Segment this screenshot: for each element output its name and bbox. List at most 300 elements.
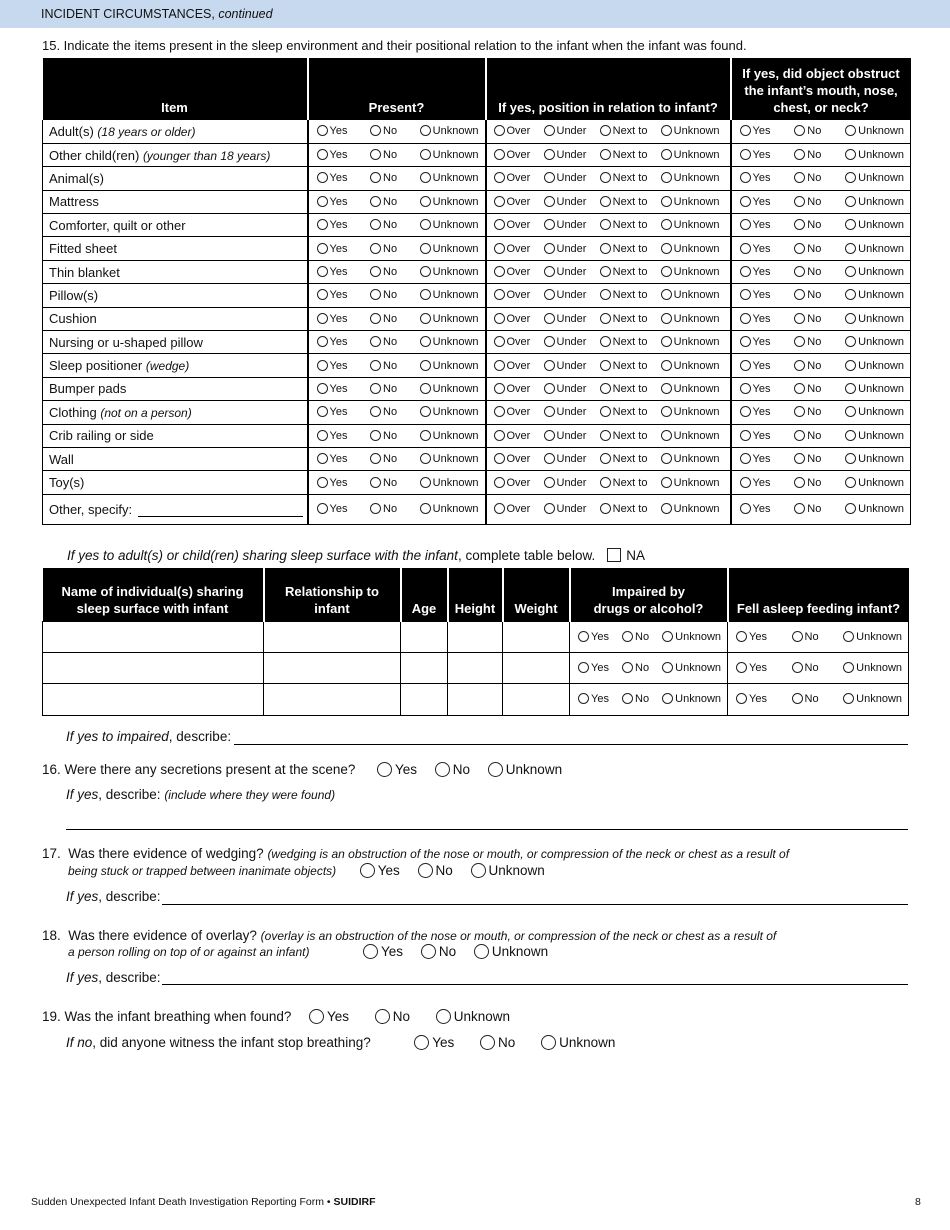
- position-option-over[interactable]: Over: [494, 313, 531, 325]
- radio-icon: [370, 430, 381, 441]
- q19-option-no[interactable]: No: [375, 1009, 410, 1024]
- obstruct-option-unknown[interactable]: Unknown: [845, 336, 904, 348]
- impaired-option-unknown[interactable]: Unknown: [662, 631, 721, 643]
- position-option-over[interactable]: Over: [494, 149, 531, 161]
- radio-icon: [662, 662, 673, 673]
- present-option-no[interactable]: No: [370, 172, 397, 184]
- radio-icon: [420, 453, 431, 464]
- present-option-unknown[interactable]: Unknown: [420, 266, 479, 278]
- impaired-option-yes[interactable]: Yes: [578, 662, 609, 674]
- position-option-over[interactable]: Over: [494, 477, 531, 489]
- position-option-over[interactable]: Over: [494, 406, 531, 418]
- present-option-no[interactable]: No: [370, 289, 397, 301]
- position-option-under[interactable]: Under: [544, 219, 587, 231]
- obstruct-option-no[interactable]: No: [794, 477, 821, 489]
- item-label: Bumper pads: [43, 377, 308, 400]
- age-cell[interactable]: [401, 684, 448, 715]
- radio-icon: [544, 219, 555, 230]
- obstruct-option-unknown[interactable]: Unknown: [845, 360, 904, 372]
- present-option-no[interactable]: No: [370, 125, 397, 137]
- position-option-under[interactable]: Under: [544, 406, 587, 418]
- obstruct-option-no[interactable]: No: [794, 360, 821, 372]
- present-option-yes[interactable]: Yes: [317, 243, 348, 255]
- feeding-option-no[interactable]: No: [792, 693, 819, 705]
- position-option-over[interactable]: Over: [494, 243, 531, 255]
- present-option-yes[interactable]: Yes: [317, 430, 348, 442]
- present-option-unknown[interactable]: Unknown: [420, 477, 479, 489]
- other-specify-field[interactable]: [138, 505, 303, 517]
- position-option-unknown[interactable]: Unknown: [661, 196, 720, 208]
- q16-option-yes[interactable]: Yes: [377, 762, 417, 777]
- present-option-unknown[interactable]: Unknown: [420, 453, 479, 465]
- feeding-option-yes[interactable]: Yes: [736, 631, 767, 643]
- present-option-unknown[interactable]: Unknown: [420, 149, 479, 161]
- q16-describe-field[interactable]: [66, 829, 908, 830]
- name-cell[interactable]: [43, 684, 264, 715]
- radio-icon: [494, 336, 505, 347]
- position-option-under[interactable]: Under: [544, 313, 587, 325]
- position-option-under[interactable]: Under: [544, 336, 587, 348]
- obstruct-option-no[interactable]: No: [794, 219, 821, 231]
- obstruct-option-yes[interactable]: Yes: [740, 266, 771, 278]
- position-option-under[interactable]: Under: [544, 266, 587, 278]
- present-option-no[interactable]: No: [370, 149, 397, 161]
- impaired-option-yes[interactable]: Yes: [578, 693, 609, 705]
- present-option-unknown[interactable]: Unknown: [420, 503, 479, 515]
- obstruct-option-unknown[interactable]: Unknown: [845, 172, 904, 184]
- obstruct-option-yes[interactable]: Yes: [740, 149, 771, 161]
- present-option-unknown[interactable]: Unknown: [420, 125, 479, 137]
- radio-icon: [845, 172, 856, 183]
- obstruct-option-no[interactable]: No: [794, 383, 821, 395]
- table-row: [43, 652, 909, 683]
- position-option-next-to[interactable]: Next to: [600, 243, 648, 255]
- position-option-unknown[interactable]: Unknown: [661, 172, 720, 184]
- q17-option-no[interactable]: No: [418, 863, 453, 878]
- present-option-no[interactable]: No: [370, 477, 397, 489]
- position-option-under[interactable]: Under: [544, 125, 587, 137]
- radio-icon: [420, 430, 431, 441]
- feeding-option-no[interactable]: No: [792, 631, 819, 643]
- position-option-under[interactable]: Under: [544, 289, 587, 301]
- radio-icon: [494, 313, 505, 324]
- radio-icon: [370, 360, 381, 371]
- present-option-yes[interactable]: Yes: [317, 406, 348, 418]
- radio-icon: [370, 289, 381, 300]
- present-option-no[interactable]: No: [370, 406, 397, 418]
- age-cell[interactable]: [401, 621, 448, 652]
- page-number: 8: [915, 1196, 921, 1208]
- obstruct-option-yes[interactable]: Yes: [740, 313, 771, 325]
- radio-icon: [845, 243, 856, 254]
- q17-describe-field[interactable]: [162, 904, 908, 905]
- radio-icon: [794, 196, 805, 207]
- radio-icon: [418, 863, 433, 878]
- radio-icon: [474, 944, 489, 959]
- present-option-no[interactable]: No: [370, 360, 397, 372]
- section-header-bar: [0, 0, 950, 28]
- obstruct-option-yes[interactable]: Yes: [740, 360, 771, 372]
- table-row: [43, 424, 911, 447]
- position-option-under[interactable]: Under: [544, 149, 587, 161]
- radio-icon: [794, 336, 805, 347]
- obstruct-option-no[interactable]: No: [794, 196, 821, 208]
- q19-followup-option-yes[interactable]: Yes: [414, 1035, 454, 1050]
- radio-icon: [845, 360, 856, 371]
- radio-icon: [494, 503, 505, 514]
- present-option-yes[interactable]: Yes: [317, 360, 348, 372]
- radio-icon: [578, 693, 589, 704]
- position-option-unknown[interactable]: Unknown: [661, 477, 720, 489]
- present-option-yes[interactable]: Yes: [317, 219, 348, 231]
- q19-followup-option-unknown[interactable]: Unknown: [541, 1035, 615, 1050]
- present-option-yes[interactable]: Yes: [317, 313, 348, 325]
- impaired-option-unknown[interactable]: Unknown: [662, 662, 721, 674]
- position-option-over[interactable]: Over: [494, 266, 531, 278]
- position-option-over[interactable]: Over: [494, 196, 531, 208]
- position-option-over[interactable]: Over: [494, 383, 531, 395]
- table-row: [43, 190, 911, 213]
- position-option-unknown[interactable]: Unknown: [661, 503, 720, 515]
- na-checkbox[interactable]: [607, 548, 621, 562]
- q16-option-no[interactable]: No: [435, 762, 470, 777]
- feeding-option-no[interactable]: No: [792, 662, 819, 674]
- position-option-under[interactable]: Under: [544, 196, 587, 208]
- position-option-over[interactable]: Over: [494, 219, 531, 231]
- question-19: 19. Was the infant breathing when found? Yes No Unknown: [42, 1009, 511, 1024]
- position-option-over[interactable]: Over: [494, 503, 531, 515]
- radio-icon: [370, 266, 381, 277]
- radio-icon: [845, 149, 856, 160]
- col-height: Height: [448, 568, 503, 621]
- q18-describe-field[interactable]: [162, 984, 908, 985]
- obstruct-option-no[interactable]: No: [794, 243, 821, 255]
- radio-icon: [794, 477, 805, 488]
- height-cell[interactable]: [448, 652, 503, 683]
- position-option-under[interactable]: Under: [544, 243, 587, 255]
- obstruct-option-no[interactable]: No: [794, 289, 821, 301]
- height-cell[interactable]: [448, 684, 503, 715]
- present-option-yes[interactable]: Yes: [317, 336, 348, 348]
- obstruct-option-no[interactable]: No: [794, 172, 821, 184]
- position-option-unknown[interactable]: Unknown: [661, 289, 720, 301]
- position-option-over[interactable]: Over: [494, 360, 531, 372]
- q19-followup-option-no[interactable]: No: [480, 1035, 515, 1050]
- obstruct-option-no[interactable]: No: [794, 503, 821, 515]
- obstruct-option-yes[interactable]: Yes: [740, 289, 771, 301]
- radio-icon: [600, 360, 611, 371]
- radio-icon: [740, 406, 751, 417]
- present-option-unknown[interactable]: Unknown: [420, 313, 479, 325]
- position-option-unknown[interactable]: Unknown: [661, 266, 720, 278]
- radio-icon: [600, 172, 611, 183]
- present-option-yes[interactable]: Yes: [317, 383, 348, 395]
- obstruct-option-yes[interactable]: Yes: [740, 430, 771, 442]
- present-option-unknown[interactable]: Unknown: [420, 360, 479, 372]
- present-option-yes[interactable]: Yes: [317, 266, 348, 278]
- radio-icon: [544, 453, 555, 464]
- position-option-next-to[interactable]: Next to: [600, 219, 648, 231]
- radio-icon: [370, 383, 381, 394]
- item-label: Adult(s) (18 years or older): [43, 120, 308, 143]
- radio-icon: [661, 477, 672, 488]
- impaired-option-no[interactable]: No: [622, 693, 649, 705]
- present-option-no[interactable]: No: [370, 196, 397, 208]
- position-option-over[interactable]: Over: [494, 172, 531, 184]
- present-option-unknown[interactable]: Unknown: [420, 336, 479, 348]
- obstruct-option-unknown[interactable]: Unknown: [845, 289, 904, 301]
- position-option-next-to[interactable]: Next to: [600, 172, 648, 184]
- position-option-next-to[interactable]: Next to: [600, 313, 648, 325]
- position-option-next-to[interactable]: Next to: [600, 125, 648, 137]
- position-option-next-to[interactable]: Next to: [600, 289, 648, 301]
- radio-icon: [600, 336, 611, 347]
- present-option-no[interactable]: No: [370, 313, 397, 325]
- obstruct-option-unknown[interactable]: Unknown: [845, 430, 904, 442]
- present-option-no[interactable]: No: [370, 219, 397, 231]
- obstruct-option-yes[interactable]: Yes: [740, 503, 771, 515]
- radio-icon: [414, 1035, 429, 1050]
- radio-icon: [600, 149, 611, 160]
- obstruct-option-yes[interactable]: Yes: [740, 243, 771, 255]
- q17-option-yes[interactable]: Yes: [360, 863, 400, 878]
- radio-icon: [845, 336, 856, 347]
- obstruct-option-yes[interactable]: Yes: [740, 383, 771, 395]
- relationship-cell[interactable]: [264, 652, 401, 683]
- age-cell[interactable]: [401, 652, 448, 683]
- impaired-option-unknown[interactable]: Unknown: [662, 693, 721, 705]
- radio-icon: [317, 266, 328, 277]
- position-option-over[interactable]: Over: [494, 430, 531, 442]
- obstruct-option-no[interactable]: No: [794, 453, 821, 465]
- present-option-yes[interactable]: Yes: [317, 172, 348, 184]
- position-option-over[interactable]: Over: [494, 125, 531, 137]
- weight-cell[interactable]: [503, 684, 570, 715]
- radio-icon: [600, 406, 611, 417]
- radio-icon: [794, 219, 805, 230]
- obstruct-option-no[interactable]: No: [794, 336, 821, 348]
- obstruct-option-unknown[interactable]: Unknown: [845, 149, 904, 161]
- present-option-no[interactable]: No: [370, 266, 397, 278]
- obstruct-option-no[interactable]: No: [794, 406, 821, 418]
- present-option-unknown[interactable]: Unknown: [420, 219, 479, 231]
- obstruct-option-no[interactable]: No: [794, 430, 821, 442]
- q19-option-yes[interactable]: Yes: [309, 1009, 349, 1024]
- feeding-option-unknown[interactable]: Unknown: [843, 631, 902, 643]
- present-option-yes[interactable]: Yes: [317, 149, 348, 161]
- position-option-under[interactable]: Under: [544, 383, 587, 395]
- radio-icon: [317, 172, 328, 183]
- item-label: Crib railing or side: [43, 424, 308, 447]
- present-option-no[interactable]: No: [370, 383, 397, 395]
- impaired-describe-field[interactable]: [234, 744, 908, 745]
- present-option-unknown[interactable]: Unknown: [420, 172, 479, 184]
- radio-icon: [794, 125, 805, 136]
- feeding-option-unknown[interactable]: Unknown: [843, 662, 902, 674]
- position-option-unknown[interactable]: Unknown: [661, 360, 720, 372]
- obstruct-option-unknown[interactable]: Unknown: [845, 243, 904, 255]
- radio-icon: [370, 149, 381, 160]
- position-option-unknown[interactable]: Unknown: [661, 406, 720, 418]
- question-18: 18. Was there evidence of overlay? (overlay is an obstruction of the nose or mouth, or compression of the neck or chest as a result of: [42, 928, 777, 943]
- impaired-option-yes[interactable]: Yes: [578, 631, 609, 643]
- present-option-yes[interactable]: Yes: [317, 453, 348, 465]
- present-option-yes[interactable]: Yes: [317, 289, 348, 301]
- present-option-unknown[interactable]: Unknown: [420, 243, 479, 255]
- position-option-unknown[interactable]: Unknown: [661, 219, 720, 231]
- radio-icon: [794, 503, 805, 514]
- radio-icon: [494, 149, 505, 160]
- relationship-cell[interactable]: [264, 684, 401, 715]
- present-option-unknown[interactable]: Unknown: [420, 196, 479, 208]
- position-option-unknown[interactable]: Unknown: [661, 383, 720, 395]
- position-option-next-to[interactable]: Next to: [600, 503, 648, 515]
- obstruct-option-no[interactable]: No: [794, 149, 821, 161]
- sharing-instructions: If yes to adult(s) or child(ren) sharing sleep surface with the infant, complete table below. NA: [67, 548, 646, 563]
- present-option-unknown[interactable]: Unknown: [420, 289, 479, 301]
- radio-icon: [600, 289, 611, 300]
- obstruct-option-no[interactable]: No: [794, 313, 821, 325]
- present-option-yes[interactable]: Yes: [317, 503, 348, 515]
- present-option-yes[interactable]: Yes: [317, 125, 348, 137]
- q18-option-no[interactable]: No: [421, 944, 456, 959]
- obstruct-option-yes[interactable]: Yes: [740, 196, 771, 208]
- position-option-over[interactable]: Over: [494, 289, 531, 301]
- col-impaired: Impaired by drugs or alcohol?: [570, 568, 728, 621]
- obstruct-option-yes[interactable]: Yes: [740, 172, 771, 184]
- radio-icon: [420, 336, 431, 347]
- radio-icon: [661, 219, 672, 230]
- relationship-cell[interactable]: [264, 621, 401, 652]
- radio-icon: [317, 125, 328, 136]
- q18-option-unknown[interactable]: Unknown: [474, 944, 548, 959]
- obstruct-option-unknown[interactable]: Unknown: [845, 477, 904, 489]
- name-cell[interactable]: [43, 621, 264, 652]
- height-cell[interactable]: [448, 621, 503, 652]
- present-option-no[interactable]: No: [370, 503, 397, 515]
- obstruct-option-no[interactable]: No: [794, 266, 821, 278]
- present-option-unknown[interactable]: Unknown: [420, 430, 479, 442]
- present-option-no[interactable]: No: [370, 243, 397, 255]
- present-option-no[interactable]: No: [370, 453, 397, 465]
- position-option-next-to[interactable]: Next to: [600, 406, 648, 418]
- name-cell[interactable]: [43, 652, 264, 683]
- present-option-unknown[interactable]: Unknown: [420, 383, 479, 395]
- position-option-next-to[interactable]: Next to: [600, 453, 648, 465]
- position-option-under[interactable]: Under: [544, 453, 587, 465]
- radio-icon: [420, 196, 431, 207]
- obstruct-option-yes[interactable]: Yes: [740, 336, 771, 348]
- position-option-unknown[interactable]: Unknown: [661, 149, 720, 161]
- position-option-next-to[interactable]: Next to: [600, 383, 648, 395]
- obstruct-option-yes[interactable]: Yes: [740, 219, 771, 231]
- obstruct-option-no[interactable]: No: [794, 125, 821, 137]
- table-row: [43, 120, 911, 143]
- feeding-option-unknown[interactable]: Unknown: [843, 693, 902, 705]
- position-option-unknown[interactable]: Unknown: [661, 125, 720, 137]
- obstruct-option-unknown[interactable]: Unknown: [845, 383, 904, 395]
- position-option-unknown[interactable]: Unknown: [661, 336, 720, 348]
- radio-icon: [661, 406, 672, 417]
- table-row: [43, 471, 911, 494]
- position-option-unknown[interactable]: Unknown: [661, 313, 720, 325]
- q17-option-unknown[interactable]: Unknown: [471, 863, 545, 878]
- position-option-under[interactable]: Under: [544, 360, 587, 372]
- position-option-under[interactable]: Under: [544, 477, 587, 489]
- position-option-under[interactable]: Under: [544, 430, 587, 442]
- obstruct-option-unknown[interactable]: Unknown: [845, 503, 904, 515]
- position-option-next-to[interactable]: Next to: [600, 430, 648, 442]
- present-option-no[interactable]: No: [370, 430, 397, 442]
- position-option-unknown[interactable]: Unknown: [661, 430, 720, 442]
- q19-option-unknown[interactable]: Unknown: [436, 1009, 510, 1024]
- present-option-unknown[interactable]: Unknown: [420, 406, 479, 418]
- radio-icon: [661, 336, 672, 347]
- present-option-no[interactable]: No: [370, 336, 397, 348]
- q18-option-yes[interactable]: Yes: [363, 944, 403, 959]
- table-row: [43, 167, 911, 190]
- position-option-under[interactable]: Under: [544, 172, 587, 184]
- radio-icon: [845, 313, 856, 324]
- impaired-describe-label: If yes to impaired, describe:: [66, 729, 232, 744]
- obstruct-option-yes[interactable]: Yes: [740, 125, 771, 137]
- radio-icon: [794, 406, 805, 417]
- radio-icon: [317, 243, 328, 254]
- radio-icon: [420, 243, 431, 254]
- present-option-yes[interactable]: Yes: [317, 477, 348, 489]
- feeding-option-yes[interactable]: Yes: [736, 662, 767, 674]
- q17-describe-label: If yes, describe:: [66, 889, 161, 904]
- radio-icon: [317, 196, 328, 207]
- radio-icon: [494, 406, 505, 417]
- weight-cell[interactable]: [503, 621, 570, 652]
- obstruct-option-yes[interactable]: Yes: [740, 406, 771, 418]
- obstruct-option-unknown[interactable]: Unknown: [845, 125, 904, 137]
- obstruct-option-yes[interactable]: Yes: [740, 477, 771, 489]
- radio-icon: [370, 125, 381, 136]
- obstruct-option-unknown[interactable]: Unknown: [845, 453, 904, 465]
- position-option-over[interactable]: Over: [494, 336, 531, 348]
- position-option-next-to[interactable]: Next to: [600, 477, 648, 489]
- position-option-over[interactable]: Over: [494, 453, 531, 465]
- position-option-next-to[interactable]: Next to: [600, 336, 648, 348]
- obstruct-option-unknown[interactable]: Unknown: [845, 219, 904, 231]
- radio-icon: [370, 336, 381, 347]
- weight-cell[interactable]: [503, 652, 570, 683]
- present-option-yes[interactable]: Yes: [317, 196, 348, 208]
- obstruct-option-unknown[interactable]: Unknown: [845, 406, 904, 418]
- radio-icon: [420, 383, 431, 394]
- radio-icon: [317, 503, 328, 514]
- impaired-option-no[interactable]: No: [622, 631, 649, 643]
- position-option-unknown[interactable]: Unknown: [661, 453, 720, 465]
- obstruct-option-unknown[interactable]: Unknown: [845, 313, 904, 325]
- radio-icon: [600, 266, 611, 277]
- position-option-next-to[interactable]: Next to: [600, 266, 648, 278]
- obstruct-option-unknown[interactable]: Unknown: [845, 266, 904, 278]
- position-option-under[interactable]: Under: [544, 503, 587, 515]
- feeding-option-yes[interactable]: Yes: [736, 693, 767, 705]
- position-option-next-to[interactable]: Next to: [600, 149, 648, 161]
- position-option-next-to[interactable]: Next to: [600, 196, 648, 208]
- radio-icon: [420, 289, 431, 300]
- position-option-next-to[interactable]: Next to: [600, 360, 648, 372]
- obstruct-option-yes[interactable]: Yes: [740, 453, 771, 465]
- position-option-unknown[interactable]: Unknown: [661, 243, 720, 255]
- obstruct-option-unknown[interactable]: Unknown: [845, 196, 904, 208]
- impaired-option-no[interactable]: No: [622, 662, 649, 674]
- q16-option-unknown[interactable]: Unknown: [488, 762, 562, 777]
